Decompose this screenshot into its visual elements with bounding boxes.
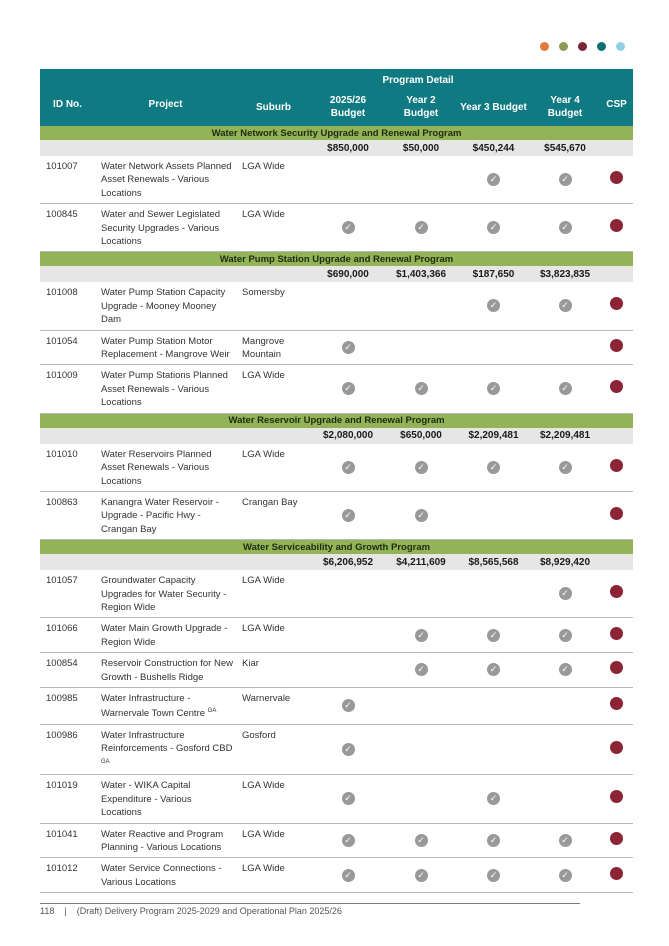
year4-cell bbox=[530, 775, 600, 823]
program-row bbox=[40, 413, 633, 428]
project-suburb: Gosford bbox=[236, 724, 311, 774]
page-footer bbox=[40, 906, 342, 916]
year4-cell bbox=[530, 444, 600, 492]
decorative-dot bbox=[616, 42, 625, 51]
check-circle-icon: ✓ bbox=[415, 221, 428, 234]
year1-cell bbox=[311, 491, 385, 539]
project-name-cell bbox=[95, 823, 236, 858]
budget-year2: $4,211,609 bbox=[385, 554, 457, 570]
check-circle-icon: ✓ bbox=[559, 382, 572, 395]
table-row bbox=[40, 365, 633, 413]
year3-cell bbox=[457, 330, 530, 365]
project-name-cell bbox=[95, 282, 236, 330]
year3-cell bbox=[457, 282, 530, 330]
year4-cell bbox=[530, 570, 600, 618]
project-name-cell bbox=[95, 653, 236, 688]
budget-row bbox=[40, 554, 633, 570]
year3-cell bbox=[457, 204, 530, 252]
year2-cell bbox=[385, 724, 457, 774]
check-circle-icon: ✓ bbox=[342, 382, 355, 395]
program-name: Water Pump Station Upgrade and Renewal Program bbox=[40, 252, 633, 267]
project-suburb: LGA Wide bbox=[236, 858, 311, 893]
year3-budget-header: Year 3 Budget bbox=[457, 88, 530, 126]
check-circle-icon: ✓ bbox=[559, 629, 572, 642]
budget-year4: $2,209,481 bbox=[530, 428, 600, 444]
project-name: Water Main Growth Upgrade - Region Wide bbox=[101, 623, 228, 648]
budget-year3: $8,565,568 bbox=[457, 554, 530, 570]
year3-cell bbox=[457, 618, 530, 653]
year3-cell bbox=[457, 444, 530, 492]
csp-dot-icon bbox=[610, 171, 623, 184]
year2-cell bbox=[385, 282, 457, 330]
project-id: 100854 bbox=[40, 653, 95, 688]
year1-cell bbox=[311, 823, 385, 858]
project-name-cell bbox=[95, 365, 236, 413]
year1-cell bbox=[311, 570, 385, 618]
year4-cell bbox=[530, 330, 600, 365]
decorative-dot bbox=[559, 42, 568, 51]
check-circle-icon: ✓ bbox=[342, 699, 355, 712]
program-name: Water Reservoir Upgrade and Renewal Program bbox=[40, 413, 633, 428]
budget-row bbox=[40, 266, 633, 282]
table-row bbox=[40, 687, 633, 724]
table-row bbox=[40, 282, 633, 330]
year3-cell bbox=[457, 653, 530, 688]
budget-year1: $2,080,000 bbox=[311, 428, 385, 444]
year1-cell bbox=[311, 724, 385, 774]
project-name: Water and Sewer Legislated Security Upgrades - Various Locations bbox=[101, 209, 220, 248]
csp-dot-icon bbox=[610, 627, 623, 640]
year2-cell bbox=[385, 156, 457, 204]
csp-dot-icon bbox=[610, 697, 623, 710]
project-id: 100986 bbox=[40, 724, 95, 774]
check-circle-icon: ✓ bbox=[559, 221, 572, 234]
project-suburb: LGA Wide bbox=[236, 823, 311, 858]
budget-year3: $2,209,481 bbox=[457, 428, 530, 444]
csp-cell bbox=[600, 687, 633, 724]
year2-cell bbox=[385, 204, 457, 252]
project-name-cell bbox=[95, 570, 236, 618]
year3-cell bbox=[457, 570, 530, 618]
check-circle-icon: ✓ bbox=[559, 299, 572, 312]
year2-cell bbox=[385, 653, 457, 688]
table-row bbox=[40, 653, 633, 688]
year3-cell bbox=[457, 156, 530, 204]
check-circle-icon: ✓ bbox=[342, 509, 355, 522]
check-circle-icon: ✓ bbox=[415, 461, 428, 474]
check-circle-icon: ✓ bbox=[559, 834, 572, 847]
budget-year2: $50,000 bbox=[385, 140, 457, 156]
year1-cell bbox=[311, 282, 385, 330]
year4-cell bbox=[530, 156, 600, 204]
year2-cell bbox=[385, 330, 457, 365]
year4-budget-header: Year 4 Budget bbox=[530, 88, 600, 126]
csp-dot-icon bbox=[610, 219, 623, 232]
csp-header: CSP bbox=[600, 69, 633, 126]
year1-cell bbox=[311, 156, 385, 204]
decorative-dot bbox=[578, 42, 587, 51]
project-suburb: LGA Wide bbox=[236, 365, 311, 413]
project-name: Water Service Connections - Various Locations bbox=[101, 863, 222, 888]
table-row bbox=[40, 204, 633, 252]
project-superscript: GA bbox=[207, 708, 217, 715]
table-row bbox=[40, 724, 633, 774]
budget-year3: $187,650 bbox=[457, 266, 530, 282]
year2-cell bbox=[385, 687, 457, 724]
year1-cell bbox=[311, 618, 385, 653]
project-name-cell bbox=[95, 156, 236, 204]
table-row bbox=[40, 444, 633, 492]
check-circle-icon: ✓ bbox=[342, 341, 355, 354]
project-id: 101008 bbox=[40, 282, 95, 330]
project-id: 100985 bbox=[40, 687, 95, 724]
project-name: Water Infrastructure - Warnervale Town Centre bbox=[101, 692, 206, 720]
table-row bbox=[40, 491, 633, 539]
check-circle-icon: ✓ bbox=[415, 629, 428, 642]
year1-cell bbox=[311, 687, 385, 724]
decorative-dots bbox=[540, 42, 640, 52]
table-row bbox=[40, 775, 633, 823]
program-row bbox=[40, 252, 633, 267]
project-name: Water Network Assets Planned Asset Renewals - Various Locations bbox=[101, 161, 232, 199]
year3-cell bbox=[457, 858, 530, 893]
year4-cell bbox=[530, 724, 600, 774]
csp-cell bbox=[600, 444, 633, 492]
check-circle-icon: ✓ bbox=[559, 587, 572, 600]
year1-cell bbox=[311, 858, 385, 893]
year1-cell bbox=[311, 365, 385, 413]
program-row bbox=[40, 126, 633, 140]
project-id: 101009 bbox=[40, 365, 95, 413]
project-id: 101019 bbox=[40, 775, 95, 823]
id-header: ID No. bbox=[40, 69, 95, 126]
year4-cell bbox=[530, 823, 600, 858]
project-name-cell bbox=[95, 858, 236, 893]
project-id: 101066 bbox=[40, 618, 95, 653]
program-detail-header: Program Detail bbox=[236, 69, 600, 88]
program-name: Water Serviceability and Growth Program bbox=[40, 540, 633, 555]
check-circle-icon: ✓ bbox=[342, 743, 355, 756]
project-suburb: LGA Wide bbox=[236, 444, 311, 492]
csp-cell bbox=[600, 653, 633, 688]
csp-dot-icon bbox=[610, 790, 623, 803]
budget-year4: $545,670 bbox=[530, 140, 600, 156]
csp-cell bbox=[600, 365, 633, 413]
project-superscript: GA bbox=[101, 758, 110, 765]
project-suburb: Mangrove Mountain bbox=[236, 330, 311, 365]
table-row bbox=[40, 823, 633, 858]
document-title: (Draft) Delivery Program 2025-2029 and Operational Plan 2025/26 bbox=[76, 906, 342, 916]
page-number: 118 bbox=[40, 906, 55, 916]
check-circle-icon: ✓ bbox=[487, 792, 500, 805]
year4-cell bbox=[530, 282, 600, 330]
table-row bbox=[40, 618, 633, 653]
check-circle-icon: ✓ bbox=[342, 221, 355, 234]
check-circle-icon: ✓ bbox=[415, 382, 428, 395]
program-name: Water Network Security Upgrade and Renewal Program bbox=[40, 126, 633, 140]
footer-separator: | bbox=[64, 906, 67, 916]
csp-cell bbox=[600, 282, 633, 330]
check-circle-icon: ✓ bbox=[487, 461, 500, 474]
csp-cell bbox=[600, 858, 633, 893]
budget-year2: $1,403,366 bbox=[385, 266, 457, 282]
csp-cell bbox=[600, 204, 633, 252]
year4-cell bbox=[530, 491, 600, 539]
check-circle-icon: ✓ bbox=[415, 663, 428, 676]
csp-cell bbox=[600, 330, 633, 365]
year2-cell bbox=[385, 491, 457, 539]
budget-csp-spacer bbox=[600, 140, 633, 156]
project-id: 101054 bbox=[40, 330, 95, 365]
project-id: 101041 bbox=[40, 823, 95, 858]
check-circle-icon: ✓ bbox=[487, 834, 500, 847]
check-circle-icon: ✓ bbox=[415, 834, 428, 847]
csp-dot-icon bbox=[610, 585, 623, 598]
budget-year1: $850,000 bbox=[311, 140, 385, 156]
csp-dot-icon bbox=[610, 459, 623, 472]
budget-year1: $6,206,952 bbox=[311, 554, 385, 570]
project-name: Reservoir Construction for New Growth - Bushells Ridge bbox=[101, 658, 233, 683]
project-suburb: Kiar bbox=[236, 653, 311, 688]
year3-cell bbox=[457, 823, 530, 858]
table-row bbox=[40, 156, 633, 204]
year3-cell bbox=[457, 491, 530, 539]
check-circle-icon: ✓ bbox=[487, 663, 500, 676]
project-name: Water Reservoirs Planned Asset Renewals - Various Locations bbox=[101, 448, 212, 487]
check-circle-icon: ✓ bbox=[487, 869, 500, 882]
year2-budget-header: Year 2 Budget bbox=[385, 88, 457, 126]
program-body bbox=[40, 126, 633, 893]
year3-cell bbox=[457, 365, 530, 413]
project-id: 101007 bbox=[40, 156, 95, 204]
project-suburb: LGA Wide bbox=[236, 775, 311, 823]
project-name: Water Pump Station Capacity Upgrade - Mooney Mooney Dam bbox=[101, 287, 226, 326]
year1-cell bbox=[311, 330, 385, 365]
project-suburb: Warnervale bbox=[236, 687, 311, 724]
year2-cell bbox=[385, 444, 457, 492]
project-name-cell bbox=[95, 204, 236, 252]
project-id: 101010 bbox=[40, 444, 95, 492]
csp-cell bbox=[600, 775, 633, 823]
year1-cell bbox=[311, 653, 385, 688]
check-circle-icon: ✓ bbox=[342, 869, 355, 882]
csp-cell bbox=[600, 618, 633, 653]
check-circle-icon: ✓ bbox=[342, 461, 355, 474]
decorative-dot bbox=[540, 42, 549, 51]
csp-dot-icon bbox=[610, 832, 623, 845]
year4-cell bbox=[530, 365, 600, 413]
check-circle-icon: ✓ bbox=[342, 834, 355, 847]
table-row bbox=[40, 330, 633, 365]
budget-spacer bbox=[40, 266, 311, 282]
budget-row bbox=[40, 428, 633, 444]
budget-csp-spacer bbox=[600, 266, 633, 282]
project-name-cell bbox=[95, 775, 236, 823]
check-circle-icon: ✓ bbox=[415, 509, 428, 522]
csp-dot-icon bbox=[610, 297, 623, 310]
year2-cell bbox=[385, 823, 457, 858]
csp-cell bbox=[600, 491, 633, 539]
project-name-cell bbox=[95, 491, 236, 539]
project-id: 100845 bbox=[40, 204, 95, 252]
year4-cell bbox=[530, 687, 600, 724]
budget-spacer bbox=[40, 140, 311, 156]
csp-dot-icon bbox=[610, 867, 623, 880]
year4-cell bbox=[530, 858, 600, 893]
decorative-dot bbox=[597, 42, 606, 51]
project-header: Project bbox=[95, 69, 236, 126]
project-name-cell bbox=[95, 444, 236, 492]
project-name: Kanangra Water Reservoir - Upgrade - Pacific Hwy - Crangan Bay bbox=[101, 496, 219, 535]
budget-spacer bbox=[40, 428, 311, 444]
year4-cell bbox=[530, 653, 600, 688]
budget-spacer bbox=[40, 554, 311, 570]
project-suburb: LGA Wide bbox=[236, 156, 311, 204]
project-id: 100863 bbox=[40, 491, 95, 539]
project-name-cell bbox=[95, 724, 236, 774]
year3-cell bbox=[457, 724, 530, 774]
budget-year3: $450,244 bbox=[457, 140, 530, 156]
project-name: Water Reactive and Program Planning - Various Locations bbox=[101, 828, 224, 853]
project-name-cell bbox=[95, 330, 236, 365]
check-circle-icon: ✓ bbox=[559, 173, 572, 186]
year1-cell bbox=[311, 444, 385, 492]
budget-year4: $3,823,835 bbox=[530, 266, 600, 282]
project-name: Water Pump Stations Planned Asset Renewals - Various Locations bbox=[101, 370, 228, 409]
project-suburb: Crangan Bay bbox=[236, 491, 311, 539]
project-id: 101057 bbox=[40, 570, 95, 618]
project-name: Groundwater Capacity Upgrades for Water Security - Region Wide bbox=[101, 575, 227, 613]
year2-cell bbox=[385, 570, 457, 618]
budget-year1: $690,000 bbox=[311, 266, 385, 282]
csp-cell bbox=[600, 724, 633, 774]
csp-cell bbox=[600, 570, 633, 618]
budget-row bbox=[40, 140, 633, 156]
year4-cell bbox=[530, 618, 600, 653]
budget-year4: $8,929,420 bbox=[530, 554, 600, 570]
year1-cell bbox=[311, 775, 385, 823]
budget-csp-spacer bbox=[600, 554, 633, 570]
check-circle-icon: ✓ bbox=[415, 869, 428, 882]
check-circle-icon: ✓ bbox=[487, 382, 500, 395]
csp-dot-icon bbox=[610, 507, 623, 520]
check-circle-icon: ✓ bbox=[487, 299, 500, 312]
csp-dot-icon bbox=[610, 339, 623, 352]
year2-cell bbox=[385, 858, 457, 893]
csp-cell bbox=[600, 156, 633, 204]
year2-cell bbox=[385, 365, 457, 413]
year4-cell bbox=[530, 204, 600, 252]
check-circle-icon: ✓ bbox=[487, 629, 500, 642]
program-detail-table bbox=[40, 69, 633, 893]
budget-year2: $650,000 bbox=[385, 428, 457, 444]
project-suburb: LGA Wide bbox=[236, 618, 311, 653]
check-circle-icon: ✓ bbox=[487, 221, 500, 234]
csp-cell bbox=[600, 823, 633, 858]
year1-cell bbox=[311, 204, 385, 252]
check-circle-icon: ✓ bbox=[559, 869, 572, 882]
project-id: 101012 bbox=[40, 858, 95, 893]
check-circle-icon: ✓ bbox=[559, 461, 572, 474]
budget-csp-spacer bbox=[600, 428, 633, 444]
check-circle-icon: ✓ bbox=[487, 173, 500, 186]
csp-dot-icon bbox=[610, 741, 623, 754]
year1-budget-header: 2025/26 Budget bbox=[311, 88, 385, 126]
project-name-cell bbox=[95, 618, 236, 653]
project-name: Water - WIKA Capital Expenditure - Various Locations bbox=[101, 780, 192, 819]
project-name: Water Pump Station Motor Replacement - Mangrove Weir bbox=[101, 335, 230, 361]
check-circle-icon: ✓ bbox=[342, 792, 355, 805]
footer-divider bbox=[40, 903, 580, 904]
project-name: Water Infrastructure Reinforcements - Gosford CBD bbox=[101, 729, 233, 755]
table-row bbox=[40, 858, 633, 893]
project-suburb: LGA Wide bbox=[236, 204, 311, 252]
csp-dot-icon bbox=[610, 380, 623, 393]
project-suburb: Somersby bbox=[236, 282, 311, 330]
year3-cell bbox=[457, 775, 530, 823]
year2-cell bbox=[385, 618, 457, 653]
year3-cell bbox=[457, 687, 530, 724]
csp-dot-icon bbox=[610, 661, 623, 674]
check-circle-icon: ✓ bbox=[559, 663, 572, 676]
project-suburb: LGA Wide bbox=[236, 570, 311, 618]
table-row bbox=[40, 570, 633, 618]
year2-cell bbox=[385, 775, 457, 823]
program-row bbox=[40, 540, 633, 555]
project-name-cell bbox=[95, 687, 236, 724]
suburb-header: Suburb bbox=[236, 88, 311, 126]
